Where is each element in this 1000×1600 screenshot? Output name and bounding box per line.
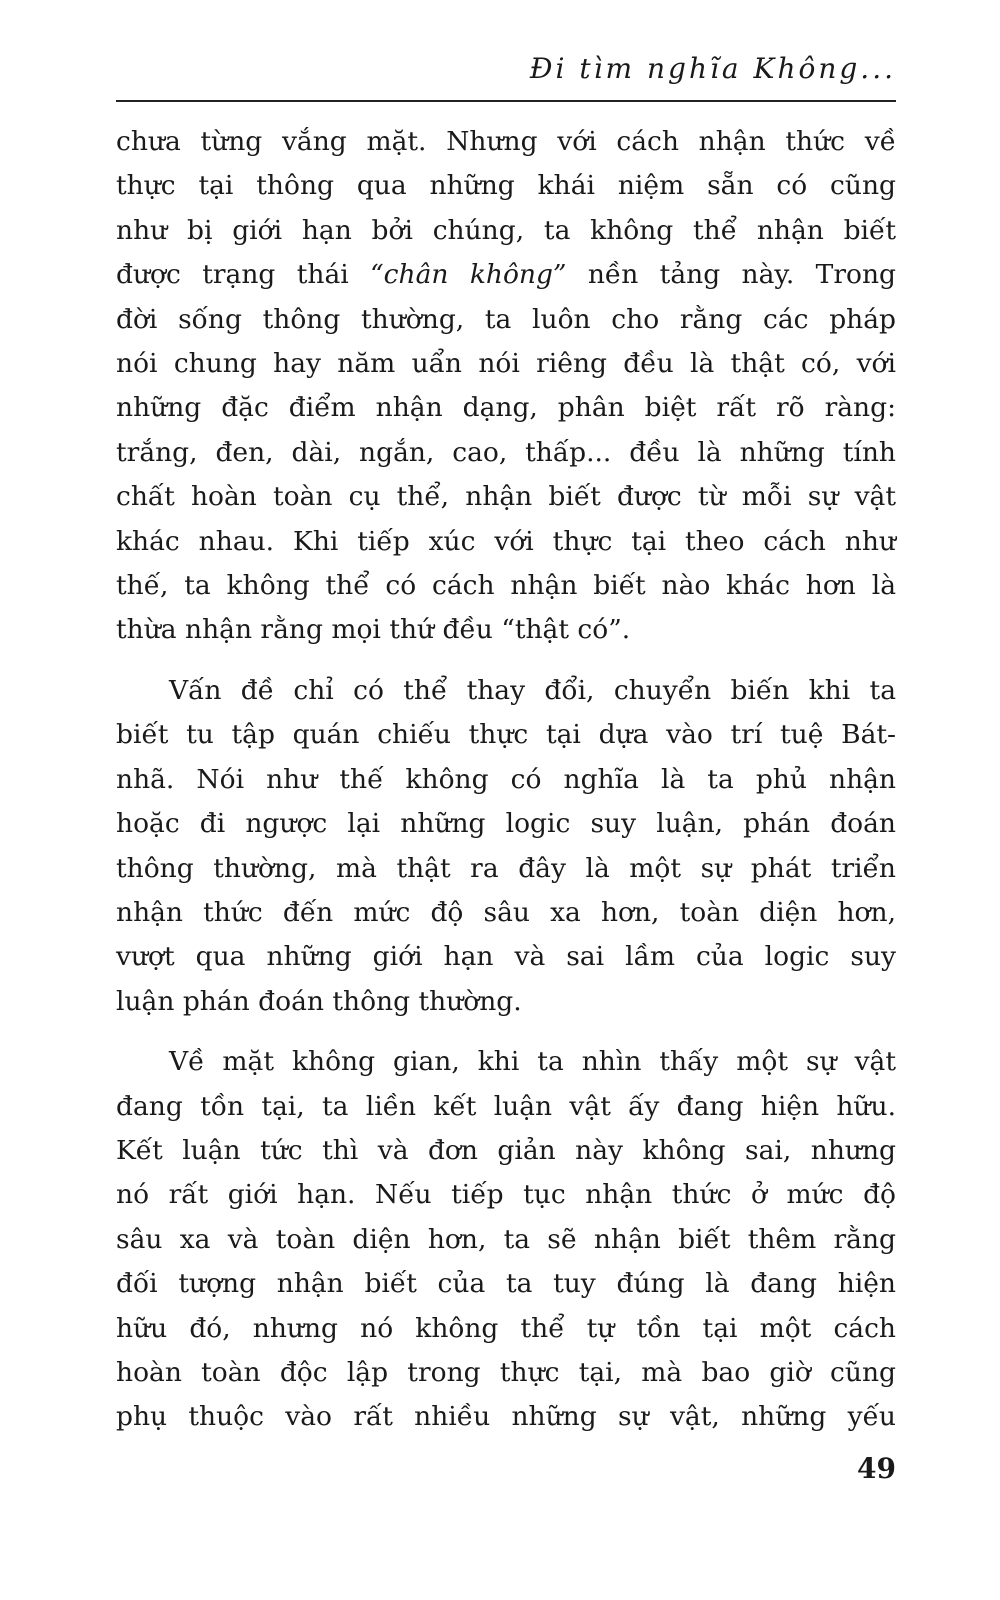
paragraph bbox=[116, 669, 896, 1024]
text-line: nhận thức đến mức độ sâu xa hơn, toàn diện hơn, bbox=[116, 896, 896, 928]
text-line: thông thường, mà thật ra đây là một sự phát triển bbox=[116, 852, 896, 884]
paragraph bbox=[116, 120, 896, 653]
text-line: chưa từng vắng mặt. Nhưng với cách nhận thức về bbox=[116, 126, 896, 157]
text-line: nói chung hay năm uẩn nói riêng đều là thật có, với bbox=[116, 348, 896, 380]
text-line: nhã. Nói như thế không có nghĩa là ta phủ nhận bbox=[116, 763, 896, 795]
text-line: vượt qua những giới hạn và sai lầm của logic suy bbox=[116, 941, 896, 973]
text-line: luận phán đoán thông thường. bbox=[116, 985, 522, 1017]
text-line: hoàn toàn độc lập trong thực tại, mà bao giờ cũng bbox=[116, 1356, 896, 1388]
page-number: 49 bbox=[857, 1452, 896, 1485]
text-line: được trạng thái “chân không” nền tảng này. Trong bbox=[116, 259, 896, 291]
text-line: Về mặt không gian, khi ta nhìn thấy một sự vật bbox=[169, 1046, 896, 1078]
text-line: những đặc điểm nhận dạng, phân biệt rất rõ ràng: bbox=[116, 392, 896, 424]
text-line: Vấn đề chỉ có thể thay đổi, chuyển biến khi ta bbox=[169, 674, 896, 706]
text-line: thế, ta không thể có cách nhận biết nào khác hơn là bbox=[116, 570, 896, 602]
body-text bbox=[116, 120, 896, 1456]
text-line: đời sống thông thường, ta luôn cho rằng các pháp bbox=[116, 303, 896, 335]
text-line: Kết luận tức thì và đơn giản này không sai, nhưng bbox=[116, 1134, 896, 1166]
text-line: như bị giới hạn bởi chúng, ta không thể nhận biết bbox=[116, 214, 896, 246]
text-line: thực tại thông qua những khái niệm sẵn có cũng bbox=[116, 170, 896, 202]
text-line: đối tượng nhận biết của ta tuy đúng là đang hiện bbox=[116, 1268, 896, 1300]
text-line: chất hoàn toàn cụ thể, nhận biết được từ mỗi sự vật bbox=[116, 481, 896, 513]
running-title: Đi tìm nghĩa Không... bbox=[529, 52, 896, 85]
text-line: phụ thuộc vào rất nhiều những sự vật, những yếu bbox=[116, 1401, 896, 1433]
text-line: hữu đó, nhưng nó không thể tự tồn tại một cách bbox=[116, 1312, 896, 1344]
paragraph bbox=[116, 1040, 896, 1440]
text-line: biết tu tập quán chiếu thực tại dựa vào trí tuệ Bát- bbox=[116, 719, 896, 751]
page-header bbox=[116, 50, 896, 102]
emphasized-term: “chân không” bbox=[370, 259, 567, 291]
text-line: hoặc đi ngược lại những logic suy luận, phán đoán bbox=[116, 808, 896, 840]
text-line: đang tồn tại, ta liền kết luận vật ấy đang hiện hữu. bbox=[116, 1090, 896, 1122]
text-line: thừa nhận rằng mọi thứ đều “thật có”. bbox=[116, 614, 631, 646]
text-line: nó rất giới hạn. Nếu tiếp tục nhận thức ở mức độ bbox=[116, 1179, 896, 1211]
text-line: khác nhau. Khi tiếp xúc với thực tại theo cách như bbox=[116, 525, 896, 557]
text-line: sâu xa và toàn diện hơn, ta sẽ nhận biết thêm rằng bbox=[116, 1223, 896, 1255]
text-line: trắng, đen, dài, ngắn, cao, thấp... đều là những tính bbox=[116, 436, 896, 468]
